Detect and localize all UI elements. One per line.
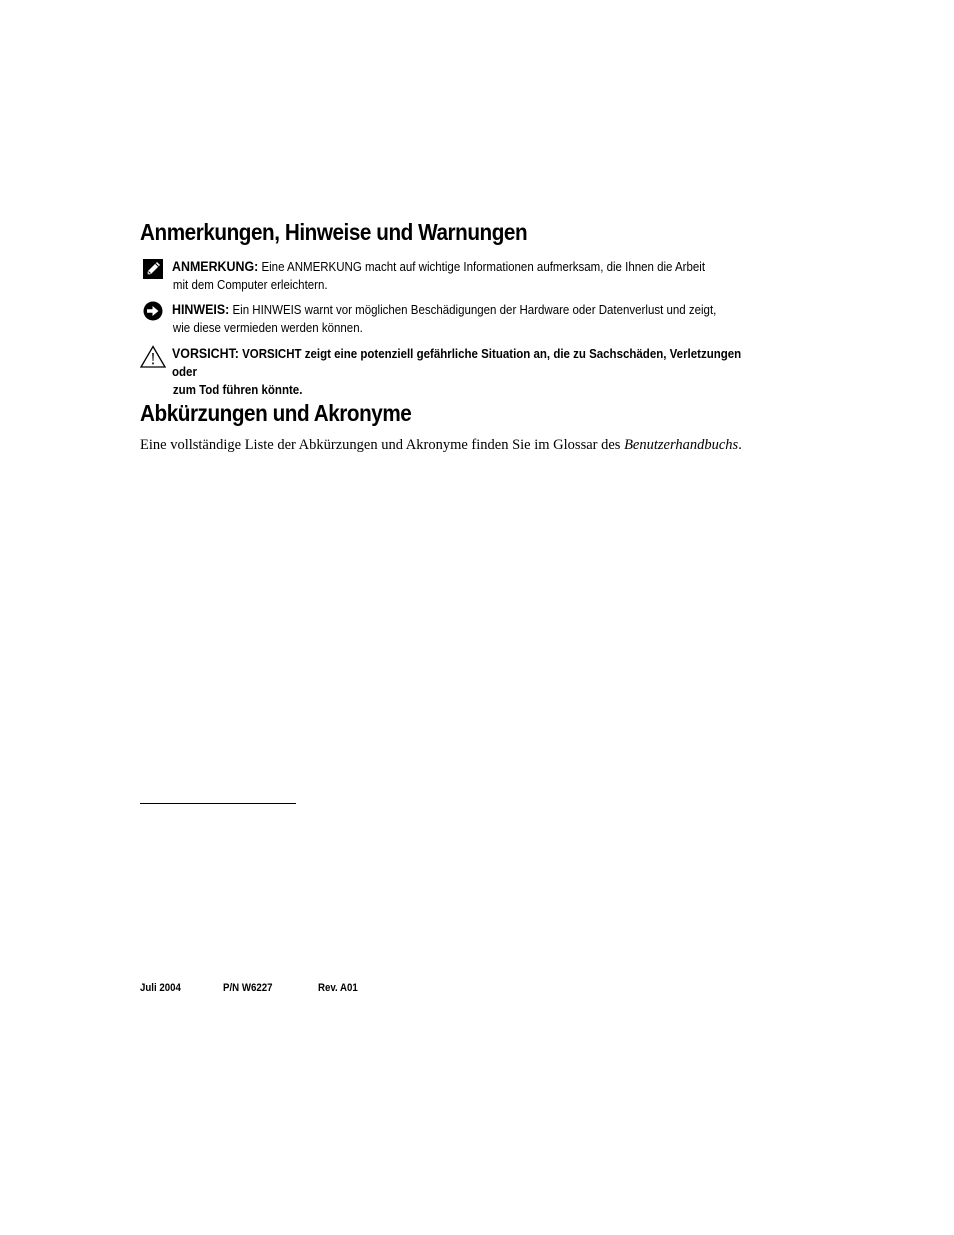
footer-date: Juli 2004 xyxy=(140,982,181,994)
hint-body-line2: wie diese vermieden werden können. xyxy=(172,321,363,335)
footnote-divider xyxy=(140,803,296,804)
caution-label: VORSICHT: xyxy=(172,346,239,361)
abbreviations-section-heading: Abkürzungen und Akronyme xyxy=(140,400,412,426)
note-body-line2: mit dem Computer erleichtern. xyxy=(172,278,328,292)
footer-revision: Rev. A01 xyxy=(318,982,358,994)
notes-section-heading: Anmerkungen, Hinweise und Warnungen xyxy=(140,219,528,245)
abbreviations-text: Eine vollständige Liste der Abkürzungen und Akronyme finden Sie im Glossar des xyxy=(140,437,625,453)
note-body: Eine ANMERKUNG macht auf wichtige Informationen aufmerksam, die Ihnen die Arbeit xyxy=(258,260,706,274)
hint-body: Ein HINWEIS warnt vor möglichen Beschädigungen der Hardware oder Datenverlust und zeigt, xyxy=(229,303,717,317)
caution-body-line2: zum Tod führen könnte. xyxy=(172,383,303,397)
abbreviations-paragraph xyxy=(140,437,742,454)
abbreviations-period: . xyxy=(738,437,742,453)
warning-triangle-icon xyxy=(140,345,166,369)
caution-text xyxy=(172,345,752,399)
footer-part-number: P/N W6227 xyxy=(223,982,273,994)
pencil-note-icon xyxy=(140,258,166,282)
hint-text xyxy=(172,301,752,337)
note-label: ANMERKUNG: xyxy=(172,259,259,274)
arrow-circle-icon xyxy=(140,301,166,325)
user-guide-reference: Benutzerhandbuchs xyxy=(624,437,739,453)
hint-label: HINWEIS: xyxy=(172,302,230,317)
note-text xyxy=(172,258,752,294)
caution-body: VORSICHT zeigt eine potenziell gefährliche Situation an, die zu Sachschäden, Verletzungen oder xyxy=(172,347,742,379)
